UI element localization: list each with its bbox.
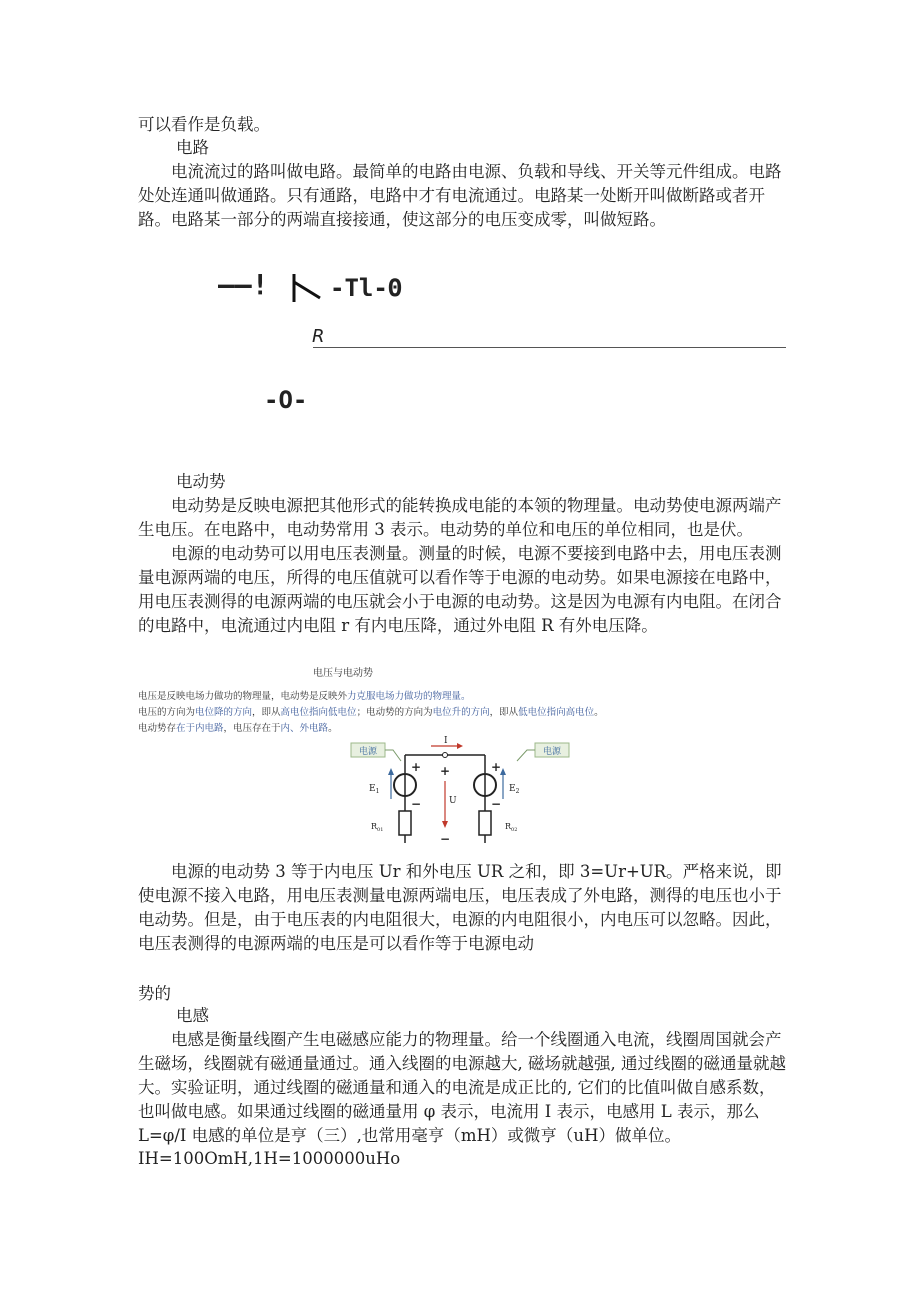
circuit-diagram: [345, 733, 570, 845]
circuit-heading: 电路: [176, 138, 209, 157]
svg-text:R02: $R_{02}$: [505, 822, 518, 833]
power-tag-left-text: 电源: [358, 747, 378, 757]
figure-line-1: 电压是反映电场力做功的物理量，电动势是反映外力克服电场力做功的物理量。: [138, 691, 471, 702]
emf-paragraph-1: 电动势是反映电源把其他形式的能转换成电能的本领的物理量。电动势使电源两端产生电压。在电路中，电动势常用 3 表示。电动势的单位和电压的单位相同，也是伏。: [138, 496, 782, 539]
circuit-paragraph: 电流流过的路叫做电路。最简单的电路由电源、负载和导线、开关等元件组成。电路处处连通叫做通路。只有通路，电路中才有电流通过。电路某一处断开叫做断路或者开路。电路某一部分的两端直接接通，使这部分的电压变成零，叫做短路。: [138, 162, 782, 229]
inductance-paragraph: 电感是衡量线圈产生电磁感应能力的物理量。给一个线圈通入电流，线圈周国就会产生磁场，线圈就有磁通量通过。通入线圈的电源越大, 磁场就越强, 通过线圈的磁通量就越大。实验证明，通过线圈的磁通量和通入的电流是成正比的, 它们的比值叫做自感系数，也叫做电感。如果通过线圈的磁通量用 φ 表示，电流用 I 表示，电感用 L 表示，那么 L=φ/I 电感的单位是亨（三）,也常用毫亨（mH）或微亨（uH）做单位。: [138, 1030, 786, 1145]
figure-title: 电压与电动势: [313, 668, 373, 679]
switch-symbol-icon: [290, 272, 326, 304]
emf-paragraph-3: 电源的电动势 3 等于内电压 Ur 和外电压 UR 之和，即 3=Ur+UR。严格来说，即使电源不接入电路，用电压表测量电源两端电压，电压表成了外电路，测得的电压也小于电动势。但是，由于电压表的内电阻很大，电源的内电阻很小，内电压可以忽略。因此，电压表测得的电源两端的电压是可以看作等于电源电动: [138, 862, 782, 953]
inductance-last-line: IH=100OmH,1H=1000000uHo: [138, 1149, 401, 1168]
svg-text:+: +: [411, 760, 422, 774]
symbol-line3: -O-: [264, 386, 308, 414]
resistor-label: R: [312, 326, 325, 347]
figure-line-2: 电压的方向为电位降的方向，即从高电位指向低电位；电动势的方向为电位升的方向，即从低电位指向高电位。: [138, 707, 604, 718]
svg-text:−: −: [411, 797, 422, 811]
symbol-line1-right: -Tl-Θ: [330, 274, 403, 302]
resistor-r01: [399, 811, 411, 835]
intro-text: 可以看作是负载。: [138, 115, 270, 134]
emf-paragraph-3-tail: 势的: [138, 984, 171, 1003]
figure-line-3: 电动势存在于内电路，电压存在于内、外电路。: [138, 723, 338, 734]
svg-text:E1: $E_1$: [369, 784, 380, 795]
svg-text:−: −: [440, 832, 451, 845]
symbol-line1-left: ——!: [218, 268, 269, 301]
resistor-r02: [479, 811, 491, 835]
horizontal-rule: [313, 347, 786, 348]
svg-text:R01: $R_{01}$: [371, 822, 384, 833]
svg-text:+: +: [440, 764, 451, 778]
svg-text:E2: $E_2$: [509, 784, 520, 795]
label-current: I: [444, 736, 448, 746]
label-voltage: U: [449, 796, 457, 806]
svg-text:−: −: [491, 797, 502, 811]
emf-paragraph-2: 电源的电动势可以用电压表测量。测量的时候，电源不要接到电路中去，用电压表测量电源两端的电压，所得的电压值就可以看作等于电源的电动势。如果电源接在电路中，用电压表测得的电源两端的电压就会小于电源的电动势。这是因为电源有内电阻。在闭合的电路中，电流通过内电阻 r 有内电压降，通过外电阻 R 有外电压降。: [138, 544, 782, 635]
power-tag-right-text: 电源: [542, 747, 562, 757]
svg-text:+: +: [491, 760, 502, 774]
emf-heading: 电动势: [176, 472, 226, 491]
inductance-heading: 电感: [176, 1006, 209, 1025]
